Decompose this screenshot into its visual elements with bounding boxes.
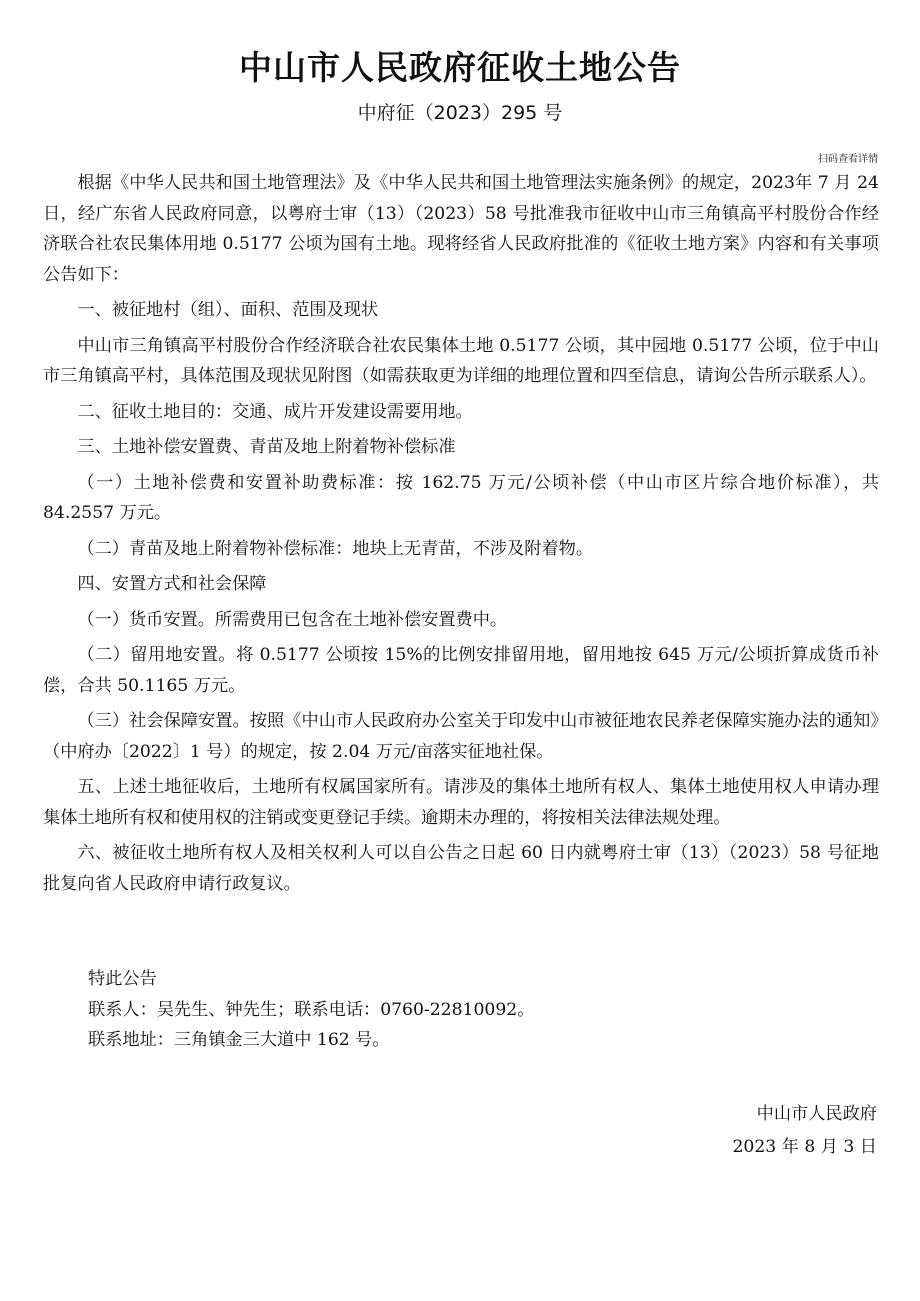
issue-date: 2023 年 8 月 3 日: [732, 1137, 877, 1157]
paragraph-4-1: （一）货币安置。所需费用已包含在土地补偿安置费中。: [77, 609, 508, 630]
contact-address: 联系地址：三角镇金三大道中 162 号。: [88, 1030, 390, 1050]
qr-code-note: 扫码查看详情: [818, 154, 878, 165]
paragraph-intro: 根据《中华人民共和国土地管理法》及《中华人民共和国土地管理法实施条例》的规定，2023年 7 月 24 日，经广东省人民政府同意，以粤府士审（13）（2023）58 号批准我市征收中山市三角镇高平村股份合作经济联合社农民集体用地 0.5177 公顷为国有土地。现将经省人民政府批准的《征收土地方案》内容和有关事项公告如下：: [43, 173, 879, 285]
paragraph-3-2: （二）青苗及地上附着物补偿标准：地块上无青苗，不涉及附着物。: [77, 538, 594, 559]
section-heading-1: 一、被征地村（组）、面积、范围及现状: [77, 300, 379, 320]
section-heading-2: 二、征收土地目的：交通、成片开发建设需要用地。: [77, 401, 473, 422]
paragraph-section-1: 中山市三角镇高平村股份合作经济联合社农民集体土地 0.5177 公顷，其中园地 0.5177 公顷，位于中山市三角镇高平村，具体范围及现状见附图（如需获取更为详细的地理位置和四至信息，请询公告所示联系人）。: [43, 335, 879, 386]
closing-notice: 特此公告: [88, 969, 157, 989]
closing-block: [88, 964, 534, 1056]
contact-person: 联系人：吴先生、钟先生；联系电话：0760-22810092。: [88, 999, 535, 1020]
paragraph-3-1: （一）土地补偿费和安置补助费标准：按 162.75 万元/公顷补偿（中山市区片综合地价标准），共 84.2557 万元。: [43, 472, 879, 523]
document-number: 中府征（2023）295 号: [357, 102, 563, 124]
paragraph-4-2: （二）留用地安置。将 0.5177 公顷按 15%的比例安排留用地，留用地按 645 万元/公顷折算成货币补偿，合共 50.1165 万元。: [43, 645, 879, 696]
document-body: [43, 168, 879, 899]
paragraph-section-5: 五、上述土地征收后，土地所有权属国家所有。请涉及的集体土地所有权人、集体土地使用权人申请办理集体土地所有权和使用权的注销或变更登记手续。逾期未办理的，将按相关法律法规处理。: [43, 777, 879, 828]
paragraph-4-3: （三）社会保障安置。按照《中山市人民政府办公室关于印发中山市被征地农民养老保障实施办法的通知》（中府办〔2022〕1 号）的规定，按 2.04 万元/亩落实征地社保。: [43, 711, 879, 762]
signature-block: [733, 1098, 878, 1164]
document-title: 中山市人民政府征收土地公告: [239, 48, 681, 87]
paragraph-section-6: 六、被征收土地所有权人及相关权利人可以自公告之日起 60 日内就粤府士审（13）（2023）58 号征地批复向省人民政府申请行政复议。: [43, 843, 879, 894]
section-heading-3: 三、土地补偿安置费、青苗及地上附着物补偿标准: [77, 437, 456, 457]
section-heading-4: 四、安置方式和社会保障: [77, 574, 267, 594]
issuer-name: 中山市人民政府: [756, 1104, 877, 1124]
